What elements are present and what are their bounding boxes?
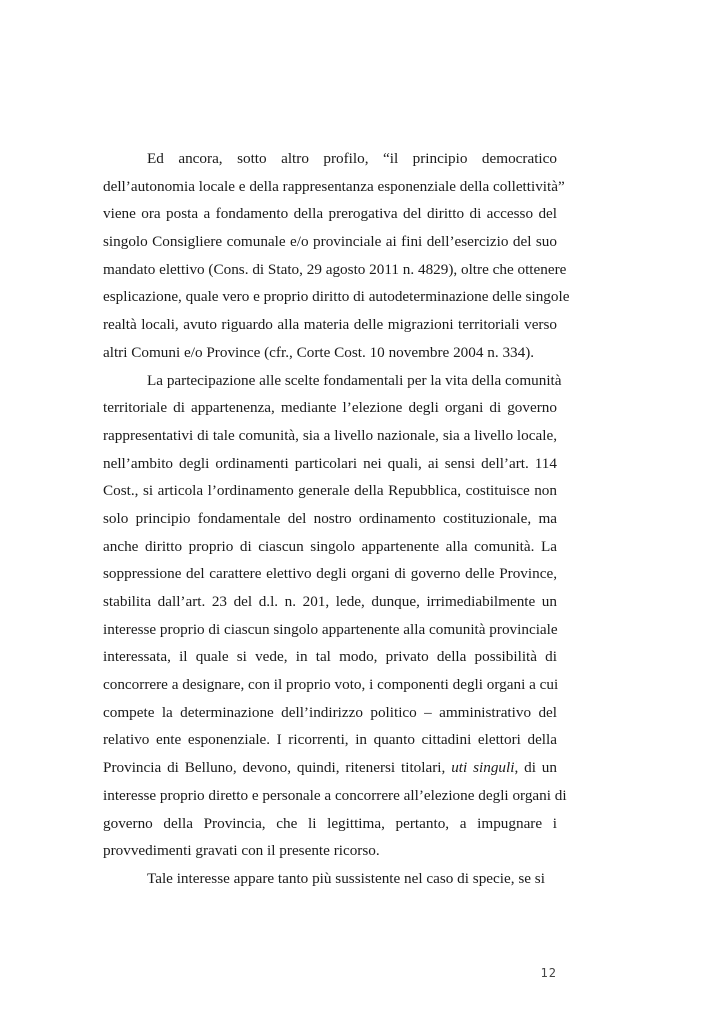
- text-segment: dell’autonomia locale e della rappresentanza esponenziale della collettività”: [103, 177, 565, 195]
- text-line: [103, 450, 557, 478]
- text-line: [103, 865, 557, 893]
- text-line: [103, 837, 557, 865]
- text-line: [103, 810, 557, 838]
- text-line: [103, 643, 557, 671]
- italic-text-segment: uti singuli: [451, 759, 515, 777]
- body-text: [103, 145, 570, 893]
- text-segment: Provincia di Belluno, devono, quindi, ritenersi titolari,: [103, 759, 452, 777]
- text-line: [103, 311, 557, 339]
- text-line: [103, 699, 557, 727]
- text-segment: relativo ente esponenziale. I ricorrenti, in quanto cittadini elettori della: [103, 731, 557, 749]
- text-line: [103, 560, 557, 588]
- text-line: [103, 616, 557, 644]
- page-number: 12: [540, 966, 557, 980]
- text-segment: governo della Provincia, che li legittima, pertanto, a impugnare i: [103, 814, 557, 832]
- text-line: [103, 671, 557, 699]
- text-line: [103, 367, 562, 395]
- text-segment: concorrere a designare, con il proprio voto, i componenti degli organi a cui: [103, 676, 559, 694]
- text-segment: esplicazione, quale vero e proprio diritto di autodeterminazione delle singole: [103, 288, 570, 306]
- text-segment: territoriale di appartenenza, mediante l’elezione degli organi di governo: [103, 399, 557, 417]
- text-line: [103, 200, 557, 228]
- text-segment: interessata, il quale si vede, in tal modo, privato della possibilità di: [103, 648, 557, 666]
- text-segment: altri Comuni e/o Province (cfr., Corte Cost. 10 novembre 2004 n. 334).: [103, 343, 535, 361]
- text-line: [103, 477, 557, 505]
- text-segment: La partecipazione alle scelte fondamentali per la vita della comunità: [147, 371, 562, 389]
- text-segment: solo principio fondamentale del nostro ordinamento costituzionale, ma: [103, 509, 557, 527]
- text-line: [103, 283, 570, 311]
- text-segment: realtà locali, avuto riguardo alla materia delle migrazioni territoriali verso: [103, 316, 557, 334]
- text-segment: compete la determinazione dell’indirizzo politico – amministrativo del: [103, 703, 557, 721]
- text-segment: nell’ambito degli ordinamenti particolari nei quali, ai sensi dell’art. 114: [103, 454, 557, 472]
- text-line: [103, 782, 567, 810]
- text-segment: provvedimenti gravati con il presente ricorso.: [103, 842, 380, 860]
- text-segment: , di un: [514, 759, 557, 777]
- text-segment: viene ora posta a fondamento della prerogativa del diritto di accesso del: [103, 205, 557, 223]
- text-segment: mandato elettivo (Cons. di Stato, 29 agosto 2011 n. 4829), oltre che ottenere: [103, 260, 567, 278]
- text-segment: anche diritto proprio di ciascun singolo appartenente alla comunità. La: [103, 537, 557, 555]
- text-line: [103, 173, 565, 201]
- text-line: [103, 533, 557, 561]
- text-line: [103, 339, 557, 367]
- text-line: [103, 588, 557, 616]
- text-segment: interesse proprio di ciascun singolo appartenente alla comunità provinciale: [103, 620, 558, 638]
- text-line: [103, 228, 557, 256]
- text-line: [103, 422, 557, 450]
- text-segment: soppressione del carattere elettivo degli organi di governo delle Province,: [103, 565, 557, 583]
- text-segment: interesse proprio diretto e personale a concorrere all’elezione degli organi di: [103, 786, 567, 804]
- text-segment: Cost., si articola l’ordinamento generale della Repubblica, costituisce non: [103, 482, 557, 500]
- text-line: [103, 256, 567, 284]
- text-line: [103, 726, 557, 754]
- text-line: [103, 145, 557, 173]
- text-line: [103, 505, 557, 533]
- text-segment: stabilita dall’art. 23 del d.l. n. 201, lede, dunque, irrimediabilmente un: [103, 593, 557, 610]
- text-segment: singolo Consigliere comunale e/o provinciale ai fini dell’esercizio del suo: [103, 233, 557, 251]
- text-line: [103, 394, 557, 422]
- text-line: [103, 754, 557, 782]
- text-segment: Ed ancora, sotto altro profilo, “il principio democratico: [147, 150, 557, 167]
- text-segment: rappresentativi di tale comunità, sia a livello nazionale, sia a livello locale,: [103, 426, 557, 444]
- text-segment: Tale interesse appare tanto più sussistente nel caso di specie, se si: [147, 869, 545, 887]
